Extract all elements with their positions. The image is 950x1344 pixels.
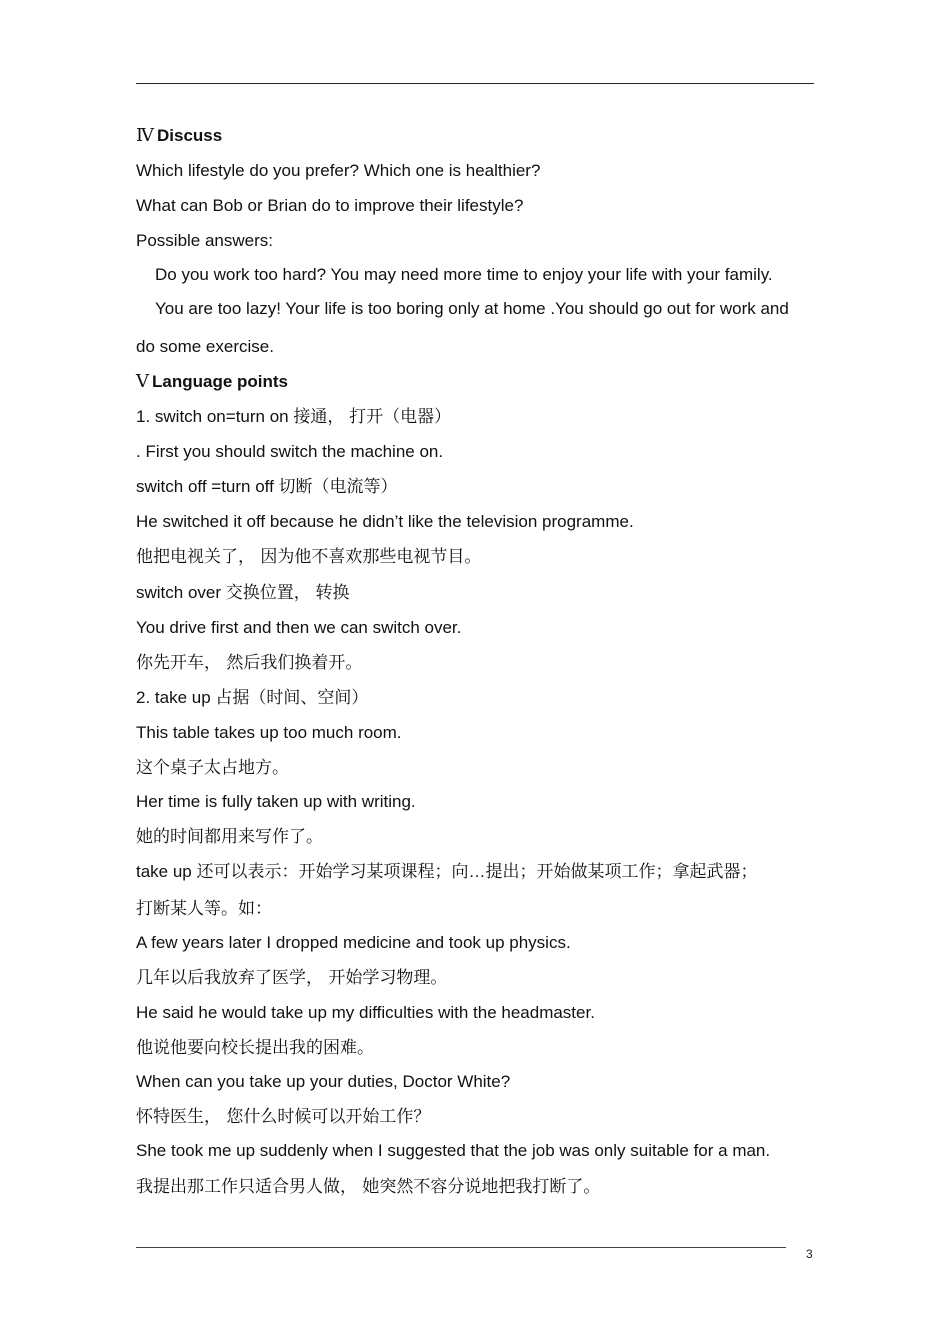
- answer-line: You are too lazy! Your life is too boring only at home .You should go out for work and: [155, 299, 789, 318]
- text-line: 他说他要向校长提出我的困难。: [136, 1038, 374, 1058]
- text-line: When can you take up your duties, Doctor White?: [136, 1072, 511, 1091]
- text-line: He switched it off because he didn’t like the television programme.: [136, 512, 634, 531]
- text-line: 我提出那工作只适合男人做， 她突然不容分说地把我打断了。: [136, 1177, 601, 1197]
- text-line: 你先开车， 然后我们换着开。: [136, 653, 363, 673]
- section-heading-language-points: [136, 372, 288, 392]
- text-line: 他把电视关了， 因为他不喜欢那些电视节目。: [136, 547, 482, 567]
- section-title: Language points: [152, 372, 288, 391]
- text-line: 怀特医生， 您什么时候可以开始工作？: [136, 1107, 431, 1127]
- text-line: 打断某人等。如：: [136, 899, 272, 919]
- text-line: 2. take up 占据（时间、空间）: [136, 688, 369, 707]
- text-line: This table takes up too much room.: [136, 723, 402, 742]
- footer-rule: [136, 1247, 786, 1248]
- text-line: Her time is fully taken up with writing.: [136, 792, 416, 811]
- text-line: switch off =turn off 切断（电流等）: [136, 477, 398, 496]
- text-line: 1. switch on=turn on 接通， 打开（电器）: [136, 407, 452, 426]
- text-line: switch over 交换位置， 转换: [136, 583, 350, 602]
- text-line: 几年以后我放弃了医学， 开始学习物理。: [136, 968, 448, 988]
- answer-line: do some exercise.: [136, 337, 274, 356]
- text-line: 她的时间都用来写作了。: [136, 827, 323, 847]
- text-line: He said he would take up my difficulties with the headmaster.: [136, 1003, 595, 1022]
- text-line: . First you should switch the machine on.: [136, 442, 444, 461]
- question-line: Which lifestyle do you prefer? Which one is healthier?: [136, 161, 541, 180]
- text-line: 这个桌子太占地方。: [136, 758, 289, 778]
- question-line: What can Bob or Brian do to improve their lifestyle?: [136, 196, 524, 215]
- answer-line: Do you work too hard? You may need more time to enjoy your life with your family.: [155, 265, 773, 284]
- answers-label: Possible answers:: [136, 231, 274, 250]
- section-title: Discuss: [156, 126, 223, 145]
- section-numeral: Ⅳ: [136, 125, 154, 146]
- header-rule: [136, 83, 814, 84]
- section-heading-discuss: [136, 126, 222, 146]
- page-number: 3: [806, 1247, 813, 1261]
- text-line: You drive first and then we can switch over.: [136, 618, 462, 637]
- text-line: A few years later I dropped medicine and took up physics.: [136, 933, 571, 952]
- text-line: She took me up suddenly when I suggested that the job was only suitable for a man.: [136, 1141, 771, 1160]
- section-numeral: Ⅴ: [136, 371, 149, 392]
- text-line: take up 还可以表示：开始学习某项课程；向…提出；开始做某项工作；拿起武器；: [136, 862, 758, 881]
